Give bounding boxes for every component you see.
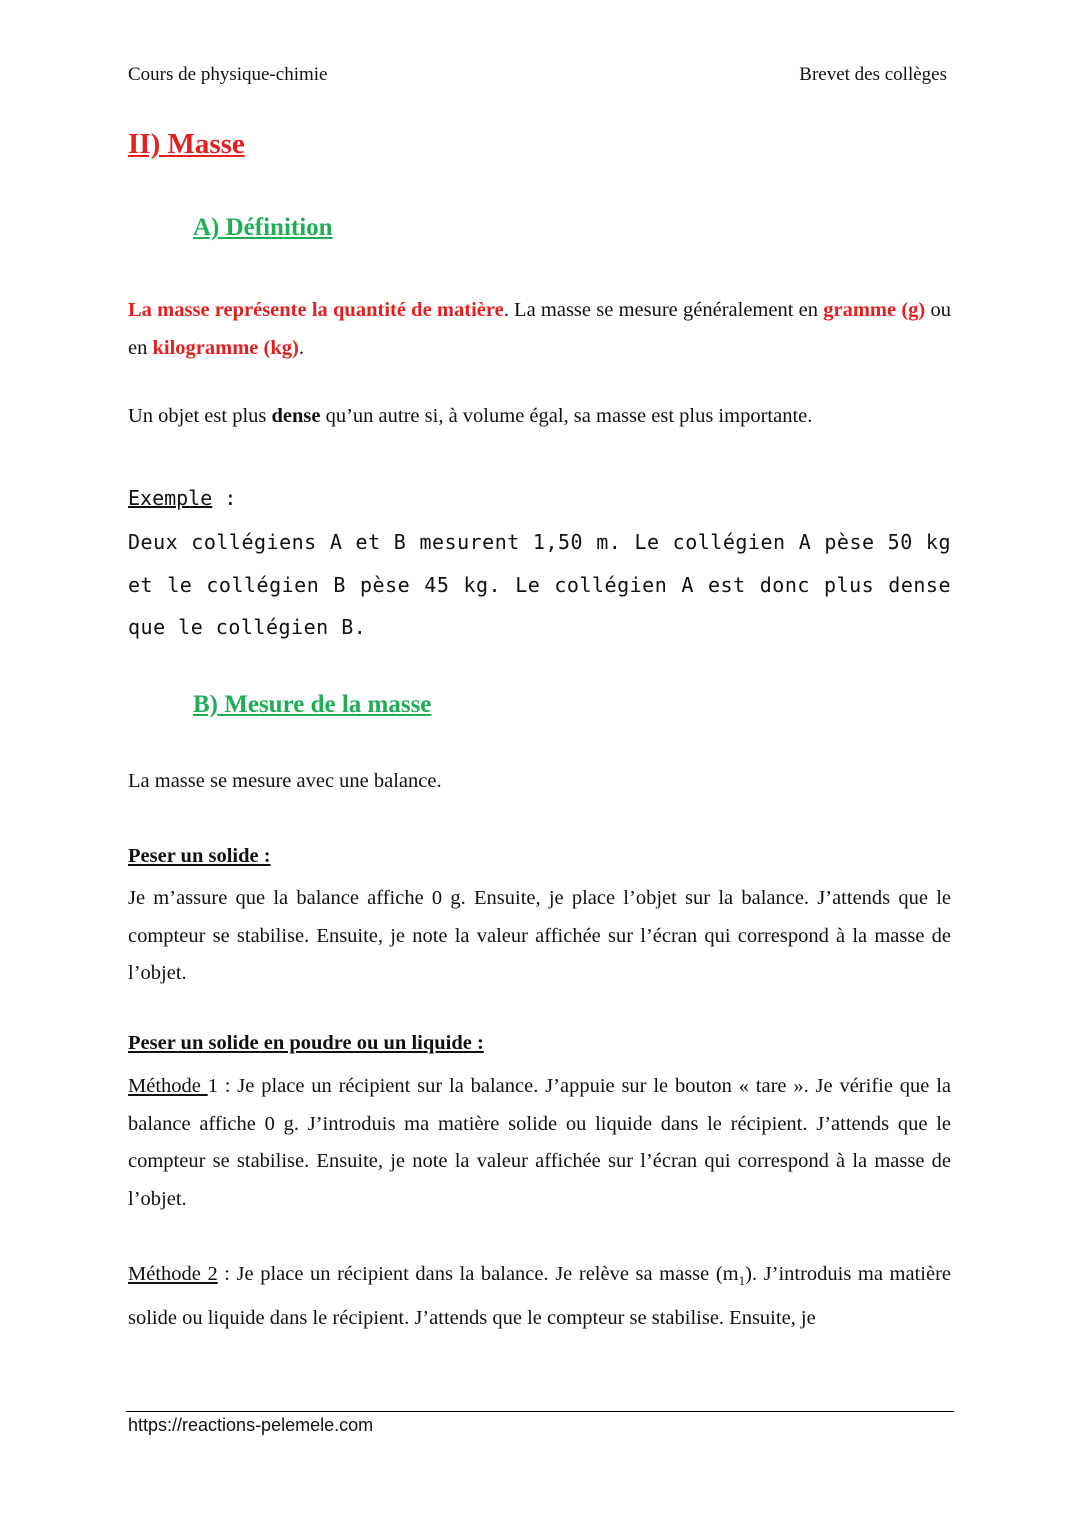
solid-paragraph: Je m’assure que la balance affiche 0 g. Ensuite, je place l’objet sur la balance. J’attends que le compteur se stabilise. Ensuite, je note la valeur affichée sur l’écran qui correspond à la masse de l’objet. <box>128 887 951 984</box>
method2-paragraph: Méthode 2 : Je place un récipient dans la balance. Je relève sa masse $(m_1)$. J’introduis ma matière solide ou liquide dans le récipient. J’attends que le compteur se stabilise. Ensuite, je <box>128 1263 952 1329</box>
unit-kilogram: kilogramme (kg) <box>152 336 299 359</box>
method2-label: Méthode 2 <box>128 1263 218 1285</box>
subsection-a-heading: A) Définition <box>193 214 333 241</box>
definition-highlight: La masse représente la quantité de matière <box>128 299 504 321</box>
footer-divider <box>126 1411 954 1412</box>
dense-term: dense <box>271 405 321 427</box>
measure-intro: La masse se mesure avec une balance. <box>128 770 442 792</box>
method1-paragraph: Méthode 1 : Je place un récipient sur la balance. J’appuie sur le bouton « tare ». Je vérifie que la balance affiche 0 g. J’introduis ma matière solide ou liquide dans le récipient. J’attends que le compteur se stabilise. Ensuite, je note la valeur affichée sur l’écran qui correspond à la masse de l’objet. <box>128 1075 951 1210</box>
header-exam-name: Brevet des collèges <box>799 64 947 85</box>
density-sentence: Un objet est plus dense qu’un autre si, à volume égal, sa masse est plus importante. <box>128 405 813 427</box>
solid-heading: Peser un solide : <box>128 845 271 867</box>
header-course-title: Cours de physique-chimie <box>128 64 328 85</box>
definition-paragraph: La masse représente la quantité de matière. La masse se mesure généralement en gramme (g) ou en kilogramme (kg). <box>128 299 951 359</box>
unit-gram: gramme (g) <box>823 299 926 321</box>
subsection-b-heading: B) Mesure de la masse <box>193 691 432 718</box>
method1-label: Méthode <box>128 1075 208 1097</box>
footer-url: https://reactions-pelemele.com <box>128 1415 374 1435</box>
example-label: Exemple : <box>128 486 237 510</box>
powder-heading: Peser un solide en poudre ou un liquide : <box>128 1032 484 1054</box>
section-title: II) Masse <box>128 128 245 160</box>
example-text: Deux collégiens A et B mesurent 1,50 m. Le collégien A pèse 50 kg et le collégien B pèse 45 kg. Le collégien A est donc plus dense que le collégien B. <box>128 530 951 639</box>
